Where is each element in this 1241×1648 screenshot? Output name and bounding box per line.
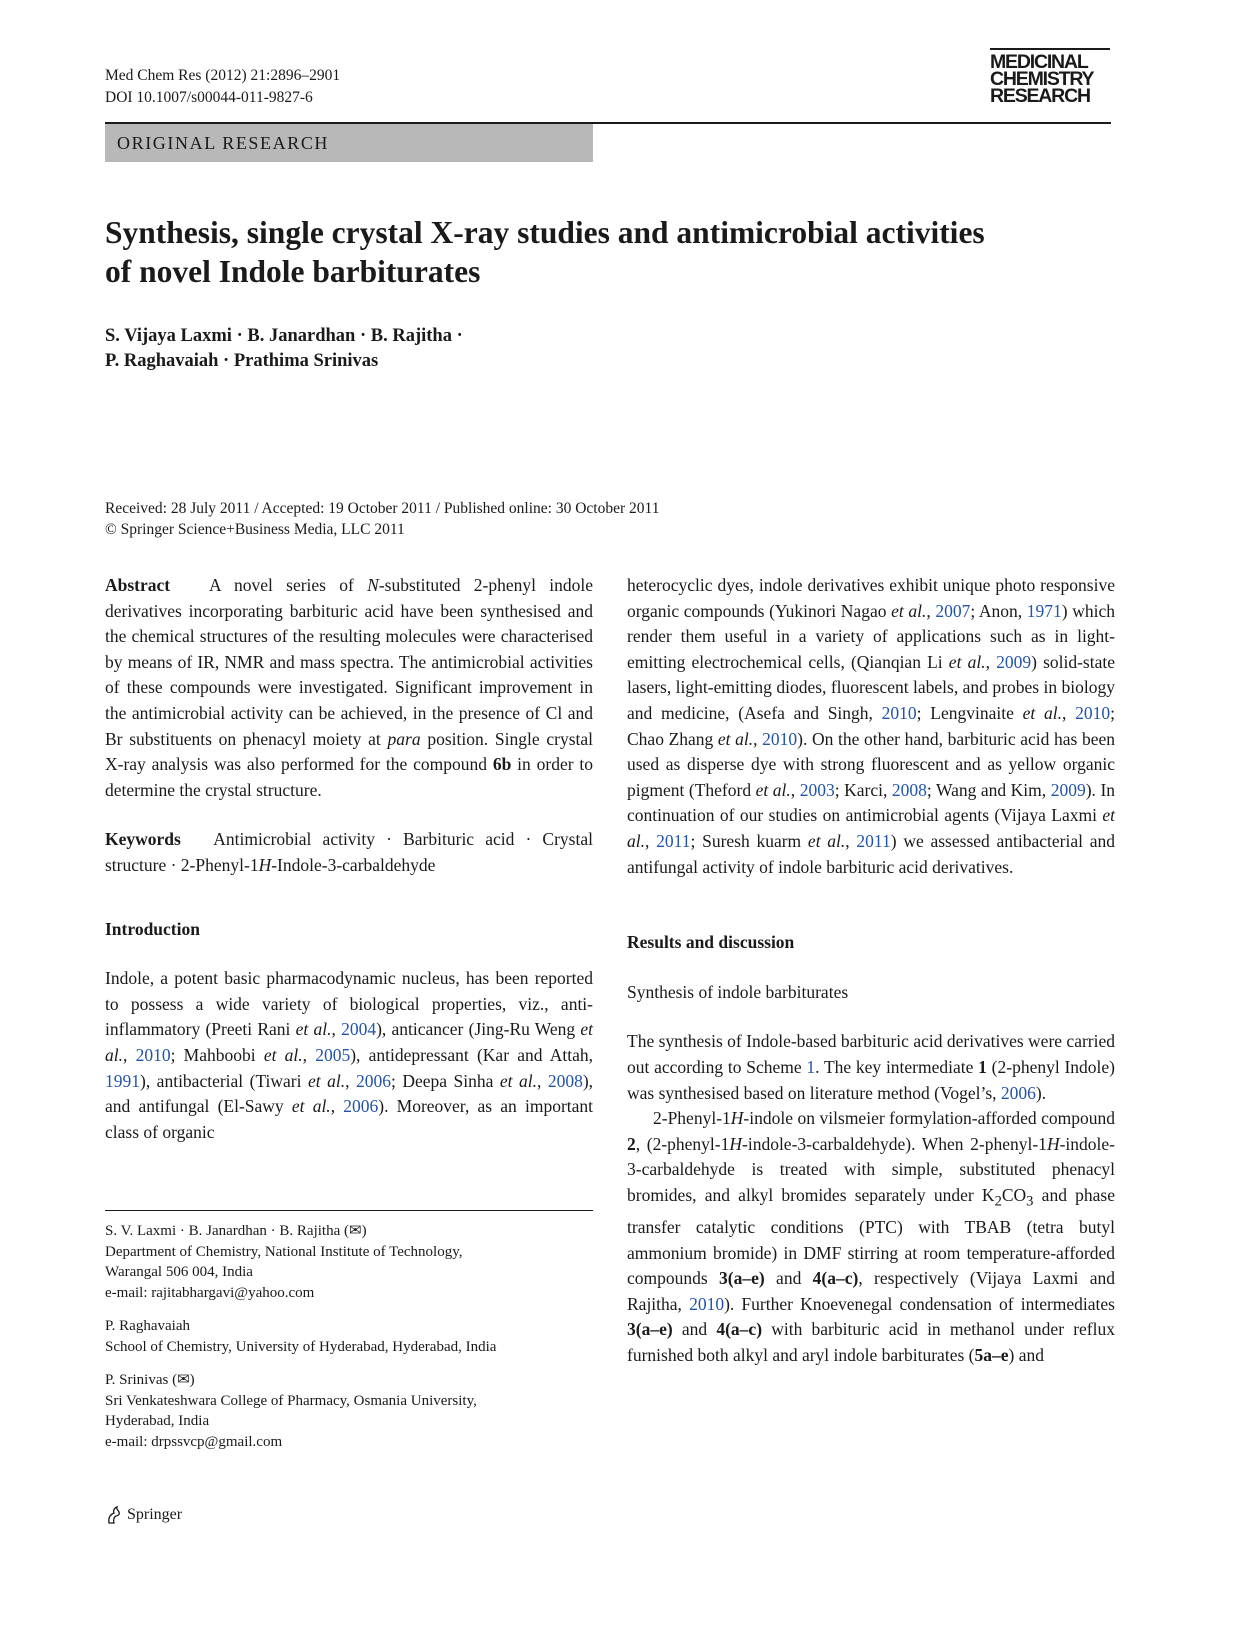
intro-text: ), antidepressant (Kar and Attah, bbox=[350, 1044, 593, 1065]
history-dates: Received: 28 July 2011 / Accepted: 19 October 2011 / Published online: 30 October 2011 bbox=[105, 500, 660, 517]
body-text: ) and bbox=[1008, 1344, 1044, 1365]
affiliations bbox=[105, 1221, 593, 1465]
et-al: et al. bbox=[1022, 702, 1062, 723]
et-al: et al. bbox=[755, 779, 791, 800]
citation-link[interactable]: 2010 bbox=[881, 702, 917, 723]
abstract-text: position. Single crystal X-ray analysis was also performed for the compound bbox=[105, 728, 593, 775]
abstract-text: A novel series of bbox=[209, 575, 368, 595]
body-text: -indole on vilsmeier formylation-afforded compound bbox=[743, 1108, 1115, 1129]
body-text: , (2-phenyl-1 bbox=[635, 1133, 730, 1154]
body-text: -indole-3-carbaldehyde). When 2-phenyl-1 bbox=[742, 1133, 1047, 1154]
body-text: ; Karci, bbox=[834, 779, 892, 800]
affiliation-institution: School of Chemistry, University of Hyderabad, Hyderabad, India bbox=[105, 1338, 497, 1355]
compound-ref: (a–e) bbox=[635, 1319, 673, 1340]
et-al: et al. bbox=[105, 1019, 594, 1065]
citation-link[interactable]: 2004 bbox=[341, 1019, 377, 1040]
results-paragraph-1 bbox=[627, 1029, 1115, 1106]
abstract-text: -substituted 2-phenyl indole derivatives incorporating barbituric acid have been synthesised and the chemical structures of the resulting molecules were characterised by means of IR, NMR and mass spectra. The antimicrobial activities of these compounds were investigated. Significant improvement in the antimicrobial activity can be achieved, in the presence of Cl and Br substituents on phenacyl moiety at bbox=[105, 575, 593, 749]
title-line: Synthesis, single crystal X-ray studies and antimicrobial activities bbox=[105, 215, 985, 250]
body-text: ) solid-state lasers, light-emitting diodes, fluorescent labels, and probes in biology and medicine, (Asefa and Singh, bbox=[627, 651, 1115, 723]
compound-ref: 3 bbox=[627, 1319, 636, 1340]
et-al: et al. bbox=[263, 1044, 303, 1065]
publisher-name: Springer bbox=[127, 1506, 183, 1523]
title-line: of novel Indole barbiturates bbox=[105, 254, 481, 289]
intro-text: ), and antifungal (El-Sawy bbox=[105, 1070, 594, 1117]
journal-reference bbox=[105, 65, 340, 109]
abstract bbox=[105, 573, 593, 803]
et-al: et al. bbox=[807, 830, 846, 851]
affiliation-address: Warangal 506 004, India bbox=[105, 1264, 253, 1280]
journal-citation: Med Chem Res (2012) 21:2896–2901 bbox=[105, 67, 341, 84]
body-text: and bbox=[764, 1268, 813, 1289]
et-al: et al. bbox=[291, 1096, 331, 1117]
logo-line: CHEMISTRY bbox=[990, 68, 1094, 90]
affiliation-address: Hyderabad, India bbox=[105, 1413, 210, 1429]
body-text: ). Further Knoevenegal condensation of intermediates bbox=[724, 1293, 1115, 1314]
logo-line: MEDICINAL bbox=[990, 51, 1088, 73]
copyright: © Springer Science+Business Media, LLC 2011 bbox=[105, 521, 405, 538]
body-text: with barbituric acid in methanol under reflux furnished both alkyl and aryl indole barbiturates ( bbox=[627, 1319, 1115, 1365]
author-line: S. Vijaya Laxmi · B. Janardhan · B. Rajitha · bbox=[105, 326, 463, 346]
right-column bbox=[627, 573, 1115, 1369]
subscript: 2 bbox=[994, 1193, 1002, 1210]
body-text: ; Wang and Kim, bbox=[926, 779, 1051, 800]
springer-horse-icon bbox=[105, 1505, 123, 1525]
abstract-italic: para bbox=[387, 728, 421, 749]
citation-link[interactable]: 2003 bbox=[799, 779, 835, 800]
body-text: (2-phenyl Indole) was synthesised based on literature method (Vogel’s, bbox=[627, 1056, 1115, 1103]
et-al: et al. bbox=[717, 728, 754, 749]
keywords bbox=[105, 827, 593, 878]
body-text: and phase transfer catalytic conditions (PTC) with TBAB (tetra butyl ammonium bromide) in DMF stirring at room temperature-afforded compounds bbox=[627, 1184, 1115, 1289]
intro-continuation: heterocyclic dyes, indole derivatives exhibit unique photo responsive organic compounds (Yukinori Nagao et al., 2007; Anon, 1971) which render them useful in a variety of applications such as in light-emitting electrochemical cells, (Qianqian Li et al., 2009) solid-state lasers, light-emitting diodes, fluorescent labels, and probes in biology and medicine, (Asefa and Singh, 2010; Lengvinaite et al., 2010; Chao Zhang et al., 2010). On the other hand, barbituric acid has been used as disperse dye with strong fluorescent and as yellow organic pigment (Theford et al., 2003; Karci, 2008; Wang and Kim, 2009). In continuation of our studies on antimicrobial agents (Vijaya Laxmi et al., 2011; Suresh kuarm et al., 2011) we assessed antibacterial and antifungal activity of indole barbituric acid derivatives. bbox=[627, 575, 1116, 877]
scheme-link[interactable]: 1 bbox=[806, 1056, 816, 1077]
affiliation-email[interactable]: e-mail: drpssvcp@gmail.com bbox=[105, 1433, 283, 1450]
body-text: ). On the other hand, barbituric acid has been used as disperse dye with strong fluorescent and as yellow organic pigment (Theford bbox=[627, 728, 1116, 800]
doi: DOI 10.1007/s00044-011-9827-6 bbox=[105, 89, 313, 106]
body-text: and bbox=[672, 1319, 717, 1340]
citation-link[interactable]: 2010 bbox=[135, 1044, 171, 1065]
italic-h: H bbox=[1046, 1133, 1060, 1154]
body-text: CO bbox=[1001, 1184, 1027, 1205]
citation-link[interactable]: 2010 bbox=[1075, 702, 1111, 723]
affiliation-authors: P. Raghavaiah bbox=[105, 1318, 190, 1334]
introduction-paragraph: Indole, a potent basic pharmacodynamic nucleus, has been reported to possess a wide variety of biological properties, viz., anti-inflammatory (Preeti Rani et al., 2004), anticancer (Jing-Ru Weng et al., 2010; Mahboobi et al., 2005), antidepressant (Kar and Attah, 1991), antibacterial (Tiwari et al., 2006; Deepa Sinha et al., 2008), and antifungal (El-Sawy et al., 2006). Moreover, as an important class of organic bbox=[105, 968, 594, 1142]
body-text: , respectively (Vijaya Laxmi and Rajitha, bbox=[627, 1268, 1115, 1314]
body-text: ; Suresh kuarm bbox=[690, 830, 808, 851]
publication-dates bbox=[105, 498, 1005, 540]
citation-link[interactable]: 2005 bbox=[315, 1044, 351, 1065]
citation-link[interactable]: 2006 bbox=[355, 1070, 391, 1091]
body-text: 2-Phenyl-1 bbox=[653, 1108, 731, 1129]
citation-link[interactable]: 2008 bbox=[547, 1070, 583, 1091]
section-banner: ORIGINAL RESEARCH bbox=[105, 124, 593, 162]
author-line: P. Raghavaiah · Prathima Srinivas bbox=[105, 351, 379, 371]
citation-link[interactable]: 2011 bbox=[856, 830, 891, 851]
citation-link[interactable]: 1991 bbox=[105, 1070, 140, 1091]
keywords-text: -Indole-3-carbaldehyde bbox=[271, 854, 436, 875]
et-al: et al. bbox=[948, 651, 986, 672]
body-text: . The key intermediate bbox=[815, 1056, 979, 1077]
citation-link[interactable]: 2010 bbox=[762, 728, 798, 749]
citation-link[interactable]: 2011 bbox=[656, 830, 691, 851]
author-list bbox=[105, 324, 805, 374]
intro-text: ). Moreover, as an important class of organic bbox=[105, 1096, 594, 1142]
citation-link[interactable]: 2010 bbox=[689, 1293, 725, 1314]
compound-ref: 3 bbox=[719, 1268, 728, 1289]
citation-link[interactable]: 2006 bbox=[1000, 1082, 1036, 1103]
affiliation-institution: Department of Chemistry, National Institute of Technology, bbox=[105, 1243, 463, 1260]
body-text: ; Anon, bbox=[970, 600, 1027, 621]
affiliation-3 bbox=[105, 1370, 593, 1452]
citation-link[interactable]: 2006 bbox=[343, 1096, 379, 1117]
compound-ref: (a–c) bbox=[725, 1319, 763, 1340]
logo-line: RESEARCH bbox=[990, 85, 1090, 107]
italic-h: H bbox=[729, 1133, 742, 1154]
affiliation-2 bbox=[105, 1316, 593, 1357]
compound-ref: 6b bbox=[492, 754, 512, 775]
body-text: ). bbox=[1035, 1082, 1047, 1103]
abstract-label: Abstract bbox=[105, 575, 171, 595]
body-text: ) which render them useful in a variety of applications such as in light-emitting electrochemical cells, (Qianqian Li bbox=[627, 600, 1115, 672]
journal-logo bbox=[990, 48, 1110, 105]
article-title bbox=[105, 213, 1105, 291]
body-text: ). In continuation of our studies on antimicrobial agents (Vijaya Laxmi bbox=[627, 779, 1116, 826]
body-text: ; Chao Zhang bbox=[627, 702, 1116, 749]
affiliation-1 bbox=[105, 1221, 593, 1303]
results-paragraph-2 bbox=[627, 1106, 1115, 1368]
intro-text: ), antibacterial (Tiwari bbox=[140, 1070, 308, 1091]
intro-text: ), anticancer (Jing-Ru Weng bbox=[376, 1019, 581, 1040]
footnote-rule bbox=[105, 1210, 593, 1211]
citation-link[interactable]: 2007 bbox=[935, 600, 971, 621]
compound-ref: 5a–e bbox=[974, 1344, 1009, 1365]
et-al: et al. bbox=[308, 1070, 346, 1091]
left-column bbox=[105, 573, 593, 1145]
citation-link[interactable]: 2008 bbox=[891, 779, 927, 800]
et-al: et al. bbox=[891, 600, 927, 621]
subscript: 3 bbox=[1026, 1193, 1034, 1210]
citation-link[interactable]: 1971 bbox=[1026, 600, 1062, 621]
body-text: -indole-3-carbaldehyde is treated with simple, substituted phenacyl bromides, and alkyl bromides separately under K bbox=[627, 1133, 1115, 1205]
abstract-text: in order to determine the crystal structure. bbox=[105, 754, 593, 800]
body-text: ; Lengvinaite bbox=[916, 702, 1023, 723]
intro-text: ; Deepa Sinha bbox=[390, 1070, 500, 1091]
affiliation-authors: P. Srinivas (✉) bbox=[105, 1372, 195, 1388]
intro-text: Indole, a potent basic pharmacodynamic nucleus, has been reported to possess a wide variety of biological properties, viz., anti-inflammatory (Preeti Rani bbox=[105, 968, 593, 1040]
keywords-italic: H bbox=[258, 854, 272, 875]
affiliation-authors: S. V. Laxmi · B. Janardhan · B. Rajitha (✉) bbox=[105, 1223, 367, 1239]
body-text: The synthesis of Indole-based barbituric acid derivatives were carried out according to Scheme bbox=[627, 1031, 1115, 1077]
abstract-italic: N bbox=[367, 575, 379, 595]
affiliation-institution: Sri Venkateshwara College of Pharmacy, Osmania University, bbox=[105, 1392, 477, 1409]
intro-text: ; Mahboobi bbox=[170, 1044, 264, 1065]
body-text: heterocyclic dyes, indole derivatives exhibit unique photo responsive organic compounds (Yukinori Nagao bbox=[627, 575, 1115, 621]
compound-ref: 4 bbox=[716, 1319, 726, 1340]
compound-ref: 1 bbox=[978, 1056, 987, 1077]
compound-ref: (a–e) bbox=[727, 1268, 765, 1289]
et-al: et al. bbox=[627, 805, 1115, 851]
keywords-label: Keywords bbox=[105, 829, 181, 850]
keywords-text: Antimicrobial activity · Barbituric acid · Crystal structure · 2-Phenyl-1 bbox=[105, 829, 593, 875]
affiliation-email[interactable]: e-mail: rajitabhargavi@yahoo.com bbox=[105, 1284, 315, 1301]
synthesis-subheading: Synthesis of indole barbiturates bbox=[627, 981, 849, 1002]
et-al: et al. bbox=[295, 1019, 332, 1040]
citation-link[interactable]: 2009 bbox=[1050, 779, 1086, 800]
body-text: ) we assessed antibacterial and antifungal activity of indole barbituric acid derivatives. bbox=[627, 830, 1115, 877]
et-al: et al. bbox=[499, 1070, 537, 1091]
introduction-heading: Introduction bbox=[105, 918, 200, 939]
citation-link[interactable]: 2009 bbox=[996, 651, 1032, 672]
italic-h: H bbox=[730, 1108, 744, 1129]
compound-ref: (a–c) bbox=[821, 1268, 859, 1289]
page-footer bbox=[105, 1505, 182, 1525]
compound-ref: 4 bbox=[812, 1268, 822, 1289]
results-heading: Results and discussion bbox=[627, 932, 795, 953]
compound-ref: 2 bbox=[627, 1133, 636, 1154]
